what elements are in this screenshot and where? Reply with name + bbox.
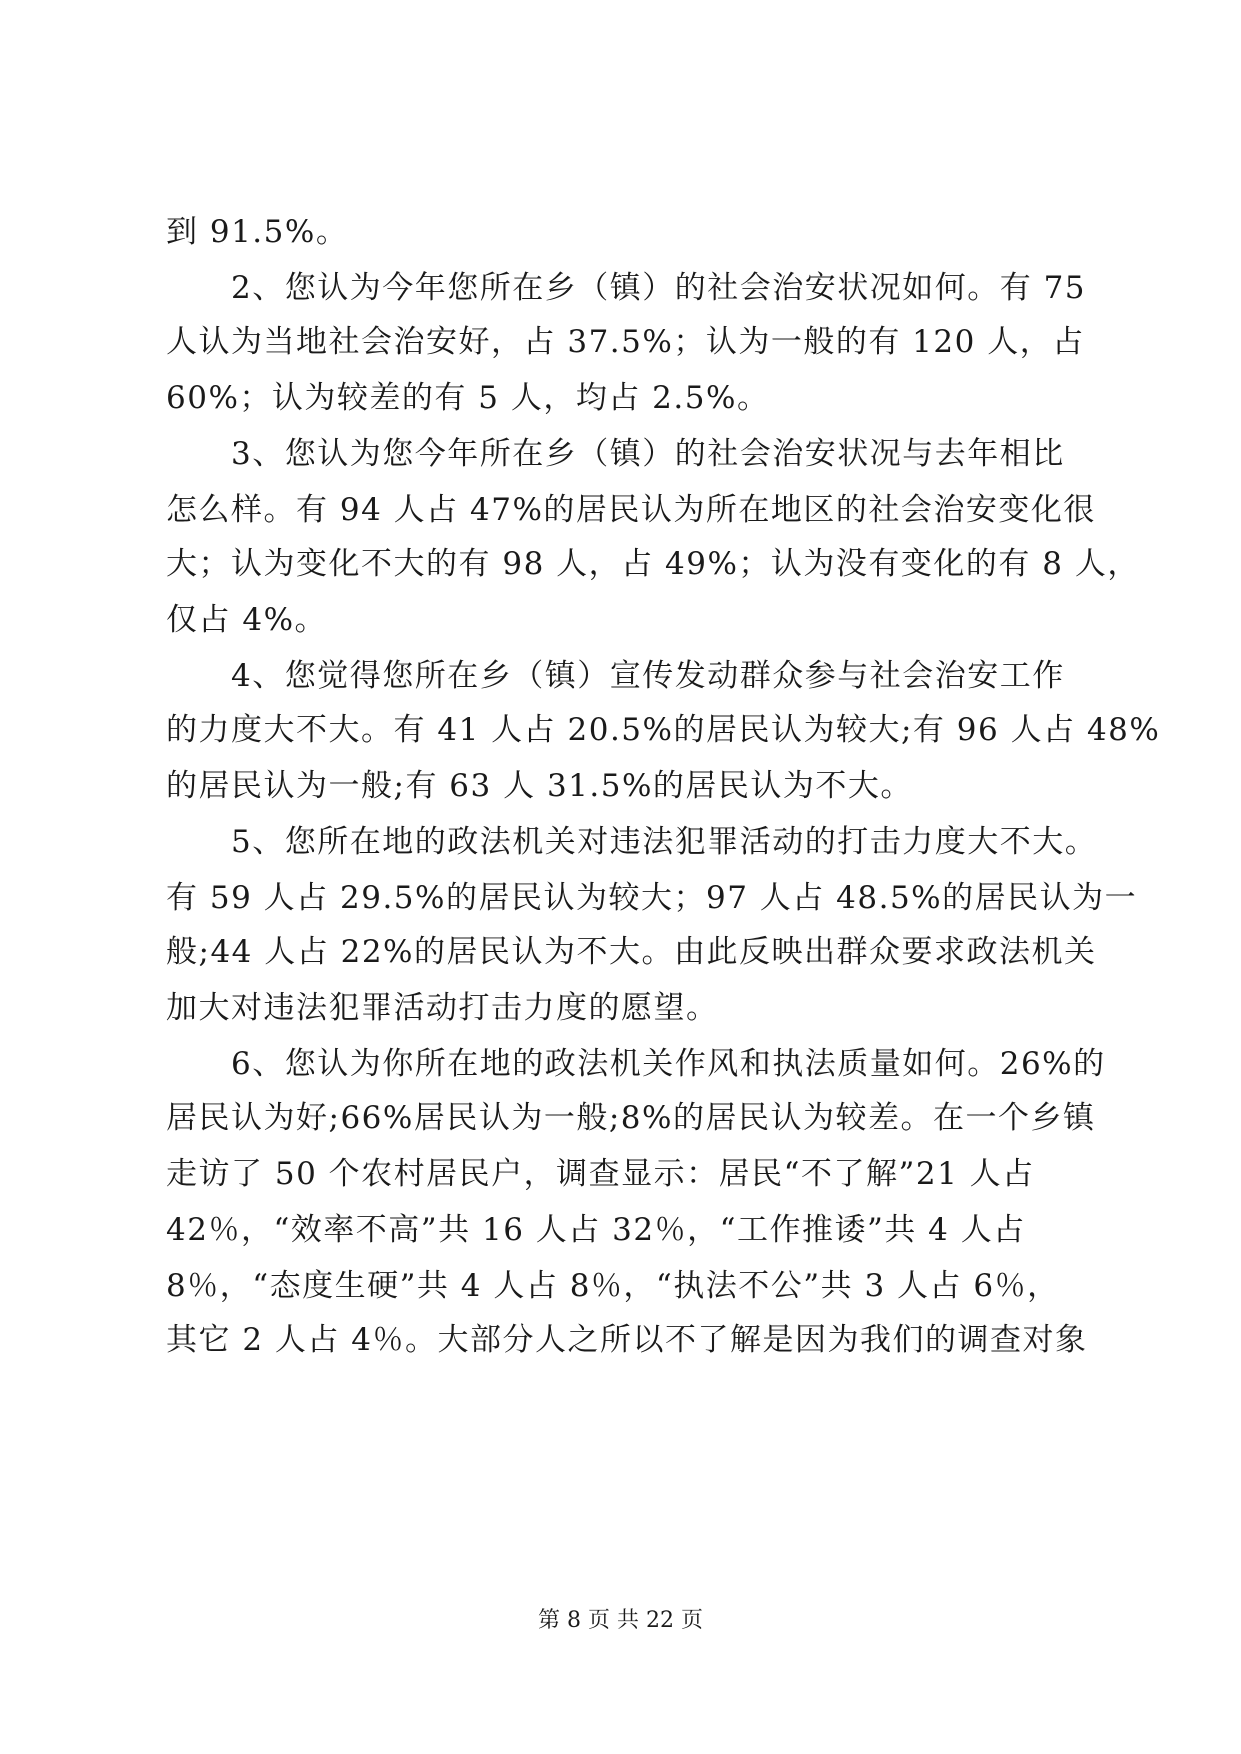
text-line: 居民认为好;66%居民认为一般;8%的居民认为较差。在一个乡镇 bbox=[166, 1100, 1096, 1136]
text-line: 人认为当地社会治安好，占 37.5%；认为一般的有 120 人，占 bbox=[166, 324, 1085, 360]
text-line: 怎么样。有 94 人占 47%的居民认为所在地区的社会治安变化很 bbox=[166, 492, 1096, 528]
text-line: 般;44 人占 22%的居民认为不大。由此反映出群众要求政法机关 bbox=[166, 934, 1097, 970]
text-line: 仅占 4%。 bbox=[166, 602, 328, 638]
text-line: 2、您认为今年您所在乡（镇）的社会治安状况如何。有 75 bbox=[166, 270, 1087, 306]
text-line: 5、您所在地的政法机关对违法犯罪活动的打击力度大不大。 bbox=[166, 824, 1098, 860]
text-line: 60%；认为较差的有 5 人，均占 2.5%。 bbox=[166, 380, 770, 416]
text-line: 走访了 50 个农村居民户，调查显示：居民“不了解”21 人占 bbox=[166, 1156, 1035, 1192]
text-line: 其它 2 人占 4％。大部分人之所以不了解是因为我们的调查对象 bbox=[166, 1322, 1088, 1358]
page-footer: 第 8 页 共 22 页 bbox=[538, 1608, 703, 1633]
text-line: 有 59 人占 29.5%的居民认为较大；97 人占 48.5%的居民认为一 bbox=[166, 880, 1138, 916]
text-line: 加大对违法犯罪活动打击力度的愿望。 bbox=[166, 990, 719, 1026]
text-line: 6、您认为你所在地的政法机关作风和执法质量如何。26%的 bbox=[166, 1046, 1106, 1082]
text-line: 42％，“效率不高”共 16 人占 32％，“工作推诿”共 4 人占 bbox=[166, 1212, 1026, 1248]
text-line: 3、您认为您今年所在乡（镇）的社会治安状况与去年相比 bbox=[166, 436, 1065, 472]
text-line: 的居民认为一般;有 63 人 31.5%的居民认为不大。 bbox=[166, 768, 913, 804]
text-line: 大；认为变化不大的有 98 人，占 49%；认为没有变化的有 8 人， bbox=[166, 546, 1140, 582]
text-line: 8％，“态度生硬”共 4 人占 8％，“执法不公”共 3 人占 6％， bbox=[166, 1268, 1060, 1304]
text-line: 4、您觉得您所在乡（镇）宣传发动群众参与社会治安工作 bbox=[166, 658, 1065, 694]
text-line: 的力度大不大。有 41 人占 20.5%的居民认为较大;有 96 人占 48% bbox=[166, 712, 1161, 748]
text-line: 到 91.5%。 bbox=[166, 214, 349, 250]
